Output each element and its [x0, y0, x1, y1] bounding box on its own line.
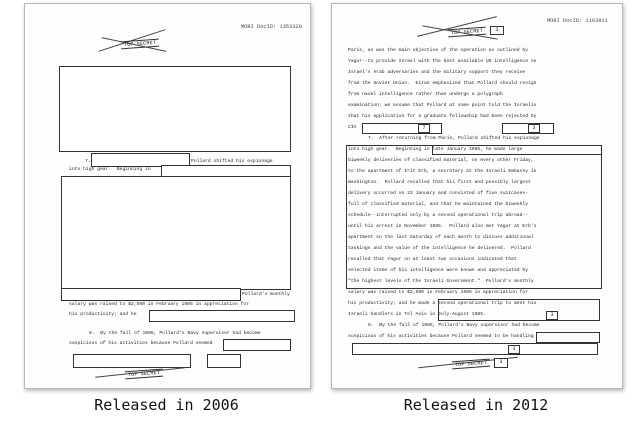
text-line: his productivity; and he — [69, 312, 137, 317]
redaction-outline — [362, 123, 442, 134]
text-line: "the highest levels of the Israeli Government." Pollard's monthly — [348, 279, 534, 284]
footer-classification-stamp: TOP SECRET — [125, 369, 163, 380]
text-line: 8. By the fall of 1985, Pollard's Navy supervisor had become — [368, 323, 540, 328]
declassified-outline — [536, 332, 600, 343]
classification-box: 3 — [490, 26, 504, 35]
text-line: biweekly deliveries of classified material, on every other Friday, — [348, 158, 534, 163]
classification-box: 3 — [546, 311, 558, 320]
caption-2012: Released in 2012 — [403, 396, 549, 414]
doc-id: MORI DocID: 1353329 — [240, 24, 302, 30]
text-line: Yagur--to provide Israel with the best available US intelligence on — [348, 59, 537, 64]
declassified-outline — [438, 299, 600, 321]
text-line: that his application for a graduate fellowship had been rejected by — [348, 114, 537, 119]
text-line: CIA — [348, 125, 357, 130]
doc-id: MORI DocID: 1163911 — [546, 18, 608, 24]
text-line: recalled that Yagur on at least two occasions indicated that — [348, 257, 517, 262]
text-line: suspicious of his activities because Pollard seemed — [69, 341, 213, 346]
text-line: delivery occurred on 23 January and consisted of five suitcases- — [348, 191, 529, 196]
redaction-box — [223, 339, 291, 351]
redaction-box — [73, 354, 191, 368]
text-line: into high gear. Beginning in late January 1985, he made large — [348, 147, 523, 152]
classification-stamp: TOP SECRET — [121, 39, 159, 50]
caption-2006: Released in 2006 — [94, 396, 239, 414]
text-line: until his arrest in November 1985. Pollard also met Yagur at Erb's — [348, 224, 537, 229]
classification-box: 3 — [508, 345, 520, 354]
text-line: 8. By the fall of 1985, Pollard's Navy supervisor had become — [89, 331, 261, 336]
declassified-outline — [346, 145, 602, 289]
text-line: salary was raised to $2,500 in February 1985 in appreciation for — [348, 290, 529, 295]
classification-box: 3 — [494, 358, 508, 368]
text-line: full of classified material, and that he maintained the biweekly — [348, 202, 529, 207]
text-line: selected items of his intelligence were known and appreciated by — [348, 268, 529, 273]
redaction-box — [207, 354, 241, 368]
text-line: to the apartment of Irit Erb, a secretary at the Israeli Embassy in — [348, 169, 537, 174]
text-line: salary was raised to $2,500 in February 1985 in appreciation for — [69, 302, 250, 307]
text-line: examination; we assume that Pollard at some point told the Israelis — [348, 103, 537, 108]
text-line: Washington. Pollard recalled that his first and possibly largest — [348, 180, 531, 185]
text-line: Israel's Arab adversaries and the military support they receive — [348, 70, 526, 75]
paragraph-number: 7. — [85, 159, 91, 164]
redaction-box — [61, 176, 291, 290]
text-line: from naval intelligence rather than undergo a polygraph — [348, 92, 503, 97]
text-line: Pollard shifted his espionage — [191, 159, 273, 164]
classification-stamp: TOP SECRET — [448, 27, 486, 38]
text-line: Paris, as was the main objective of the operation as outlined by — [348, 48, 529, 53]
text-line: suspicious of his activities because Pollard seemed to be handling — [348, 334, 534, 339]
document-page-2012 — [331, 3, 623, 389]
redaction-box — [61, 288, 241, 301]
redaction-box — [352, 343, 598, 355]
text-line: apartment on the last Saturday of each month to discuss additional — [348, 235, 534, 240]
classification-box: 3 — [528, 124, 540, 133]
document-page-2006 — [24, 3, 311, 389]
classification-box: 7 — [418, 124, 430, 133]
text-line: 7. After returning from Paris, Pollard shifted his espionage — [368, 136, 540, 141]
redaction-box — [59, 66, 291, 152]
text-line: Pollard's monthly — [242, 292, 290, 297]
text-line: into high gear. Beginning in — [69, 167, 151, 172]
text-line: taskings and the value of the intelligence he delivered. Pollard — [348, 246, 531, 251]
redaction-box — [149, 310, 295, 322]
text-line: his productivity; and he made a second operational trip to meet his — [348, 301, 537, 306]
text-line: from the Soviet Union. Eitan emphasized that Pollard should resign — [348, 81, 537, 86]
footer-classification-stamp: TOP SECRET — [452, 359, 490, 370]
text-line: schedule--interrupted only by a second operational trip abroad-- — [348, 213, 529, 218]
text-line: Israeli handlers in Tel Aviv in July-August 1985. — [348, 312, 486, 317]
